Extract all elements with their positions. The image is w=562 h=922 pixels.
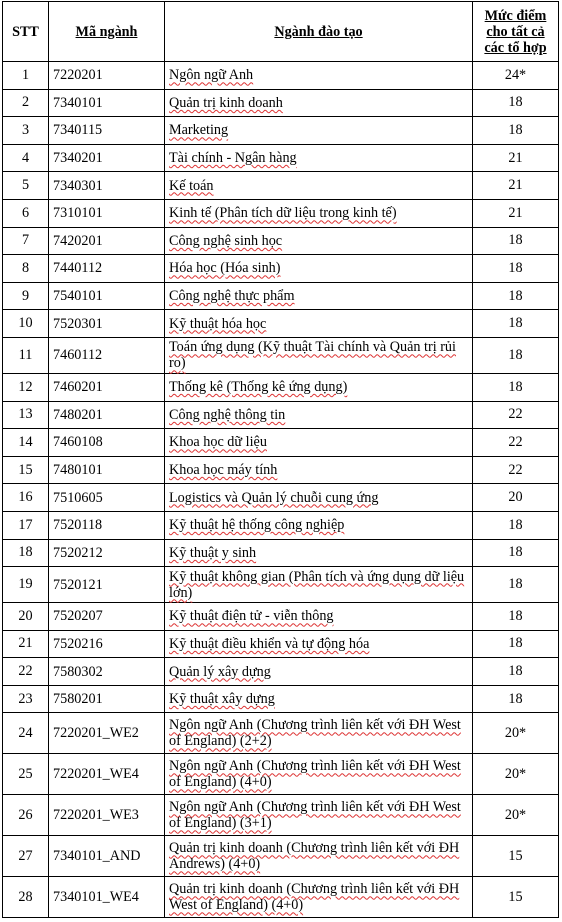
row-major: Tài chính - Ngân hàng	[165, 144, 473, 172]
table-row	[3, 539, 559, 567]
row-score: 18	[473, 227, 559, 255]
row-major: Kỹ thuật y sinh	[165, 539, 473, 567]
row-score: 15	[473, 877, 559, 918]
row-code: 7340101_WE4	[49, 877, 165, 918]
row-major: Kinh tế (Phân tích dữ liệu trong kinh tế)	[165, 199, 473, 227]
row-stt: 8	[3, 255, 49, 283]
row-score: 18	[473, 255, 559, 283]
table-row	[3, 456, 559, 484]
row-stt: 2	[3, 89, 49, 117]
table-row	[3, 685, 559, 713]
row-score: 18	[473, 117, 559, 145]
row-code: 7580302	[49, 658, 165, 686]
row-major: Kỹ thuật không gian (Phân tích và ứng dụng dữ liệu lớn)	[165, 567, 473, 603]
row-code: 7510605	[49, 484, 165, 512]
table-row	[3, 310, 559, 338]
row-major: Kỹ thuật xây dựng	[165, 685, 473, 713]
row-code: 7340101_AND	[49, 836, 165, 877]
row-score: 20*	[473, 713, 559, 754]
row-stt: 10	[3, 310, 49, 338]
table-row	[3, 795, 559, 836]
row-code: 7310101	[49, 199, 165, 227]
row-stt: 1	[3, 62, 49, 90]
row-code: 7480201	[49, 401, 165, 429]
row-score: 18	[473, 603, 559, 631]
row-stt: 27	[3, 836, 49, 877]
table-row	[3, 337, 559, 373]
row-stt: 14	[3, 429, 49, 457]
row-major: Khoa học dữ liệu	[165, 429, 473, 457]
row-score: 18	[473, 310, 559, 338]
table-row	[3, 567, 559, 603]
row-stt: 12	[3, 373, 49, 401]
row-score: 20	[473, 484, 559, 512]
table-row	[3, 199, 559, 227]
row-score: 24*	[473, 62, 559, 90]
row-major: Quản trị kinh doanh (Chương trình liên kết với ĐH West of England) (4+0)	[165, 877, 473, 918]
row-major: Ngôn ngữ Anh (Chương trình liên kết với ĐH West of England) (3+1)	[165, 795, 473, 836]
table-row	[3, 282, 559, 310]
row-stt: 18	[3, 539, 49, 567]
row-stt: 26	[3, 795, 49, 836]
row-score: 20*	[473, 754, 559, 795]
row-code: 7220201	[49, 62, 165, 90]
row-score: 18	[473, 539, 559, 567]
table-row	[3, 630, 559, 658]
row-code: 7220201_WE4	[49, 754, 165, 795]
row-major: Công nghệ thông tin	[165, 401, 473, 429]
row-stt: 16	[3, 484, 49, 512]
row-score: 18	[473, 337, 559, 373]
row-score: 20*	[473, 795, 559, 836]
table-row	[3, 754, 559, 795]
table-row	[3, 172, 559, 200]
row-stt: 7	[3, 227, 49, 255]
row-major: Kỹ thuật điện tử - viễn thông	[165, 603, 473, 631]
row-major: Kỹ thuật điều khiển và tự động hóa	[165, 630, 473, 658]
row-score: 15	[473, 836, 559, 877]
row-major: Ngôn ngữ Anh (Chương trình liên kết với ĐH West of England) (4+0)	[165, 754, 473, 795]
row-score: 21	[473, 144, 559, 172]
row-code: 7540101	[49, 282, 165, 310]
row-score: 18	[473, 373, 559, 401]
row-stt: 23	[3, 685, 49, 713]
admission-score-table	[2, 1, 559, 918]
table-row	[3, 89, 559, 117]
row-score: 18	[473, 630, 559, 658]
row-stt: 6	[3, 199, 49, 227]
row-major: Kế toán	[165, 172, 473, 200]
row-code: 7340201	[49, 144, 165, 172]
row-code: 7520118	[49, 511, 165, 539]
row-code: 7580201	[49, 685, 165, 713]
table-row	[3, 603, 559, 631]
table-row	[3, 373, 559, 401]
row-major: Toán ứng dụng (Kỹ thuật Tài chính và Quản trị rủi ro)	[165, 337, 473, 373]
row-major: Thống kê (Thống kê ứng dụng)	[165, 373, 473, 401]
row-code: 7520207	[49, 603, 165, 631]
row-major: Ngôn ngữ Anh (Chương trình liên kết với ĐH West of England) (2+2)	[165, 713, 473, 754]
row-stt: 22	[3, 658, 49, 686]
row-score: 21	[473, 172, 559, 200]
header-stt: STT	[3, 2, 49, 62]
table-row	[3, 836, 559, 877]
row-code: 7420201	[49, 227, 165, 255]
table-row	[3, 255, 559, 283]
table-body	[3, 62, 559, 918]
row-major: Kỹ thuật hóa học	[165, 310, 473, 338]
row-stt: 28	[3, 877, 49, 918]
row-score: 18	[473, 658, 559, 686]
row-stt: 17	[3, 511, 49, 539]
row-score: 18	[473, 685, 559, 713]
table-row	[3, 511, 559, 539]
row-code: 7520212	[49, 539, 165, 567]
table-row	[3, 117, 559, 145]
row-major: Hóa học (Hóa sinh)	[165, 255, 473, 283]
row-score: 18	[473, 89, 559, 117]
row-score: 22	[473, 429, 559, 457]
row-major: Kỹ thuật hệ thống công nghiệp	[165, 511, 473, 539]
table-row	[3, 429, 559, 457]
row-score: 18	[473, 567, 559, 603]
row-code: 7340101	[49, 89, 165, 117]
header-major: Ngành đào tạo	[165, 2, 473, 62]
row-stt: 21	[3, 630, 49, 658]
row-code: 7460112	[49, 337, 165, 373]
row-score: 21	[473, 199, 559, 227]
row-stt: 13	[3, 401, 49, 429]
header-code: Mã ngành	[49, 2, 165, 62]
row-major: Ngôn ngữ Anh	[165, 62, 473, 90]
row-stt: 9	[3, 282, 49, 310]
row-major: Công nghệ thực phẩm	[165, 282, 473, 310]
row-stt: 20	[3, 603, 49, 631]
row-score: 18	[473, 282, 559, 310]
table-row	[3, 484, 559, 512]
row-code: 7340301	[49, 172, 165, 200]
row-major: Quản lý xây dựng	[165, 658, 473, 686]
row-stt: 11	[3, 337, 49, 373]
table-row	[3, 144, 559, 172]
row-code: 7460108	[49, 429, 165, 457]
row-stt: 25	[3, 754, 49, 795]
row-stt: 4	[3, 144, 49, 172]
row-major: Marketing	[165, 117, 473, 145]
table-header-row	[3, 2, 559, 62]
table-row	[3, 62, 559, 90]
row-score: 22	[473, 401, 559, 429]
row-code: 7460201	[49, 373, 165, 401]
row-code: 7520121	[49, 567, 165, 603]
row-score: 22	[473, 456, 559, 484]
row-code: 7220201_WE3	[49, 795, 165, 836]
table-row	[3, 658, 559, 686]
table-row	[3, 713, 559, 754]
table-row	[3, 401, 559, 429]
row-major: Quản trị kinh doanh (Chương trình liên kết với ĐH Andrews) (4+0)	[165, 836, 473, 877]
row-score: 18	[473, 511, 559, 539]
row-code: 7480101	[49, 456, 165, 484]
row-stt: 19	[3, 567, 49, 603]
row-major: Logistics và Quản lý chuỗi cung ứng	[165, 484, 473, 512]
row-major: Khoa học máy tính	[165, 456, 473, 484]
table-row	[3, 227, 559, 255]
table-row	[3, 877, 559, 918]
row-major: Công nghệ sinh học	[165, 227, 473, 255]
row-major: Quản trị kinh doanh	[165, 89, 473, 117]
row-code: 7520301	[49, 310, 165, 338]
row-code: 7220201_WE2	[49, 713, 165, 754]
row-code: 7440112	[49, 255, 165, 283]
row-stt: 5	[3, 172, 49, 200]
row-stt: 15	[3, 456, 49, 484]
row-stt: 3	[3, 117, 49, 145]
header-score: Mức điểm cho tất cả các tổ hợp	[473, 2, 559, 62]
row-stt: 24	[3, 713, 49, 754]
row-code: 7520216	[49, 630, 165, 658]
row-code: 7340115	[49, 117, 165, 145]
